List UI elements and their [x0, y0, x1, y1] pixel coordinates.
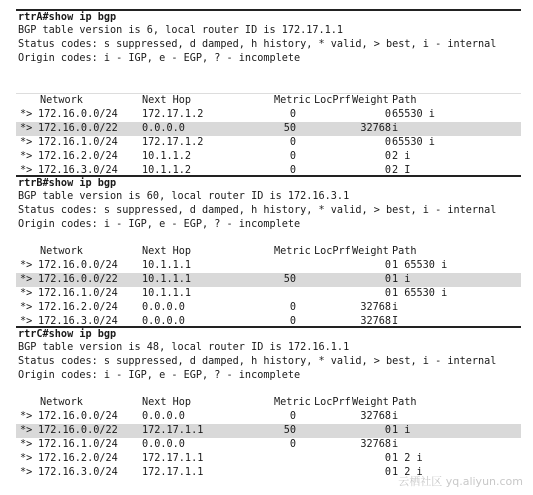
metric-column-header: Metric — [274, 397, 311, 408]
status-codes-line: Status codes: s suppressed, d damped, h history, * valid, > best, i - internal — [18, 356, 497, 367]
route-metric: 50 — [283, 425, 296, 436]
route-next-hop: 172.17.1.2 — [142, 137, 204, 148]
route-weight: 32768 — [360, 123, 391, 134]
route-metric: 0 — [289, 137, 296, 148]
route-metric: 0 — [289, 151, 296, 162]
route-weight: 32768 — [360, 316, 391, 327]
table-row — [16, 136, 521, 150]
locprf-column-header: LocPrf — [314, 246, 351, 257]
route-path: i — [392, 439, 399, 450]
route-network: 172.16.0.0/22 — [38, 123, 118, 134]
route-weight: 32768 — [360, 411, 391, 422]
route-next-hop: 0.0.0.0 — [142, 123, 185, 134]
route-next-hop: 10.1.1.1 — [142, 288, 192, 299]
route-status: *> — [20, 151, 33, 162]
router-b-output — [16, 175, 521, 327]
table-row — [16, 410, 521, 424]
route-network: 172.16.2.0/24 — [38, 151, 118, 162]
next-hop-column-header: Next Hop — [142, 397, 192, 408]
route-weight: 0 — [384, 425, 391, 436]
route-next-hop: 172.17.1.2 — [142, 109, 204, 120]
route-status: *> — [20, 288, 33, 299]
route-path: I — [392, 316, 399, 327]
network-column-header: Network — [40, 246, 83, 257]
route-status: *> — [20, 260, 33, 271]
route-weight: 32768 — [360, 439, 391, 450]
route-network: 172.16.0.0/24 — [38, 411, 118, 422]
network-column-header: Network — [40, 397, 83, 408]
next-hop-column-header: Next Hop — [142, 95, 192, 106]
route-status: *> — [20, 165, 33, 176]
table-header — [16, 245, 521, 259]
route-metric: 0 — [289, 109, 296, 120]
route-metric: 0 — [289, 316, 296, 327]
route-weight: 0 — [384, 274, 391, 285]
route-weight: 0 — [384, 109, 391, 120]
route-path: i — [392, 123, 399, 134]
route-status: *> — [20, 109, 33, 120]
table-row — [16, 301, 521, 315]
route-status: *> — [20, 453, 33, 464]
origin-codes-line: Origin codes: i - IGP, e - EGP, ? - incomplete — [18, 219, 301, 230]
locprf-column-header: LocPrf — [314, 95, 351, 106]
route-weight: 0 — [384, 137, 391, 148]
route-next-hop: 0.0.0.0 — [142, 411, 185, 422]
route-next-hop: 0.0.0.0 — [142, 316, 185, 327]
route-status: *> — [20, 425, 33, 436]
cli-prompt: rtrA#show ip bgp — [18, 12, 117, 23]
route-metric: 50 — [283, 123, 296, 134]
route-metric: 50 — [283, 274, 296, 285]
route-path: 1 i — [392, 274, 411, 285]
route-next-hop: 10.1.1.2 — [142, 165, 192, 176]
route-network: 172.16.3.0/24 — [38, 467, 118, 478]
path-column-header: Path — [392, 246, 417, 257]
section-gap — [16, 72, 521, 94]
route-metric: 0 — [289, 302, 296, 313]
table-row-highlighted — [16, 273, 521, 287]
route-weight: 0 — [384, 151, 391, 162]
weight-column-header: Weight — [352, 397, 389, 408]
route-status: *> — [20, 137, 33, 148]
route-status: *> — [20, 411, 33, 422]
origin-codes-line: Origin codes: i - IGP, e - EGP, ? - incomplete — [18, 53, 301, 64]
route-weight: 0 — [384, 260, 391, 271]
route-next-hop: 172.17.1.1 — [142, 453, 204, 464]
route-weight: 0 — [384, 453, 391, 464]
route-next-hop: 0.0.0.0 — [142, 439, 185, 450]
route-path: 2 I — [392, 165, 411, 176]
route-next-hop: 10.1.1.1 — [142, 274, 192, 285]
path-column-header: Path — [392, 397, 417, 408]
route-path: i — [392, 302, 399, 313]
route-status: *> — [20, 467, 33, 478]
route-metric: 0 — [289, 165, 296, 176]
status-codes-line: Status codes: s suppressed, d damped, h history, * valid, > best, i - internal — [18, 205, 497, 216]
route-network: 172.16.2.0/24 — [38, 302, 118, 313]
route-status: *> — [20, 274, 33, 285]
route-network: 172.16.1.0/24 — [38, 137, 118, 148]
origin-codes-line: Origin codes: i - IGP, e - EGP, ? - incomplete — [18, 370, 301, 381]
route-path: 1 2 i — [392, 467, 423, 478]
route-next-hop: 172.17.1.1 — [142, 425, 204, 436]
route-status: *> — [20, 123, 33, 134]
metric-column-header: Metric — [274, 95, 311, 106]
route-next-hop: 10.1.1.1 — [142, 260, 192, 271]
route-network: 172.16.1.0/24 — [38, 288, 118, 299]
route-path: 1 2 i — [392, 453, 423, 464]
table-header — [16, 94, 521, 108]
route-next-hop: 172.17.1.1 — [142, 467, 204, 478]
table-row — [16, 259, 521, 273]
router-a-output — [16, 9, 521, 176]
table-row — [16, 287, 521, 301]
route-metric: 0 — [289, 411, 296, 422]
route-weight: 32768 — [360, 302, 391, 313]
route-path: 1 65530 i — [392, 288, 448, 299]
route-status: *> — [20, 316, 33, 327]
table-row — [16, 452, 521, 466]
route-path: 1 65530 i — [392, 260, 448, 271]
weight-column-header: Weight — [352, 95, 389, 106]
cli-prompt: rtrC#show ip bgp — [18, 329, 117, 340]
bgp-version-line: BGP table version is 6, local router ID is 172.17.1.1 — [18, 25, 344, 36]
network-column-header: Network — [40, 95, 83, 106]
table-header — [16, 396, 521, 410]
route-metric: 0 — [289, 439, 296, 450]
route-status: *> — [20, 302, 33, 313]
route-path: i — [392, 411, 399, 422]
bgp-version-line: BGP table version is 48, local router ID is 172.16.1.1 — [18, 342, 350, 353]
route-network: 172.16.1.0/24 — [38, 439, 118, 450]
route-status: *> — [20, 439, 33, 450]
route-network: 172.16.3.0/24 — [38, 165, 118, 176]
route-next-hop: 10.1.1.2 — [142, 151, 192, 162]
route-weight: 0 — [384, 165, 391, 176]
bgp-version-line: BGP table version is 60, local router ID is 172.16.3.1 — [18, 191, 350, 202]
route-path: 1 i — [392, 425, 411, 436]
table-row-highlighted — [16, 424, 521, 438]
table-row — [16, 108, 521, 122]
route-network: 172.16.0.0/24 — [38, 109, 118, 120]
route-weight: 0 — [384, 288, 391, 299]
next-hop-column-header: Next Hop — [142, 246, 192, 257]
watermark: 云栖社区 yq.aliyun.com — [398, 475, 523, 488]
path-column-header: Path — [392, 95, 417, 106]
route-network: 172.16.3.0/24 — [38, 316, 118, 327]
route-weight: 0 — [384, 467, 391, 478]
locprf-column-header: LocPrf — [314, 397, 351, 408]
route-network: 172.16.0.0/22 — [38, 425, 118, 436]
table-row-highlighted — [16, 122, 521, 136]
table-row — [16, 150, 521, 164]
route-next-hop: 0.0.0.0 — [142, 302, 185, 313]
table-row — [16, 438, 521, 452]
metric-column-header: Metric — [274, 246, 311, 257]
route-path: 65530 i — [392, 137, 435, 148]
weight-column-header: Weight — [352, 246, 389, 257]
status-codes-line: Status codes: s suppressed, d damped, h history, * valid, > best, i - internal — [18, 39, 497, 50]
route-path: 2 i — [392, 151, 411, 162]
router-c-output — [16, 326, 521, 478]
route-path: 65530 i — [392, 109, 435, 120]
cli-prompt: rtrB#show ip bgp — [18, 178, 117, 189]
route-network: 172.16.2.0/24 — [38, 453, 118, 464]
route-network: 172.16.0.0/22 — [38, 274, 118, 285]
route-network: 172.16.0.0/24 — [38, 260, 118, 271]
